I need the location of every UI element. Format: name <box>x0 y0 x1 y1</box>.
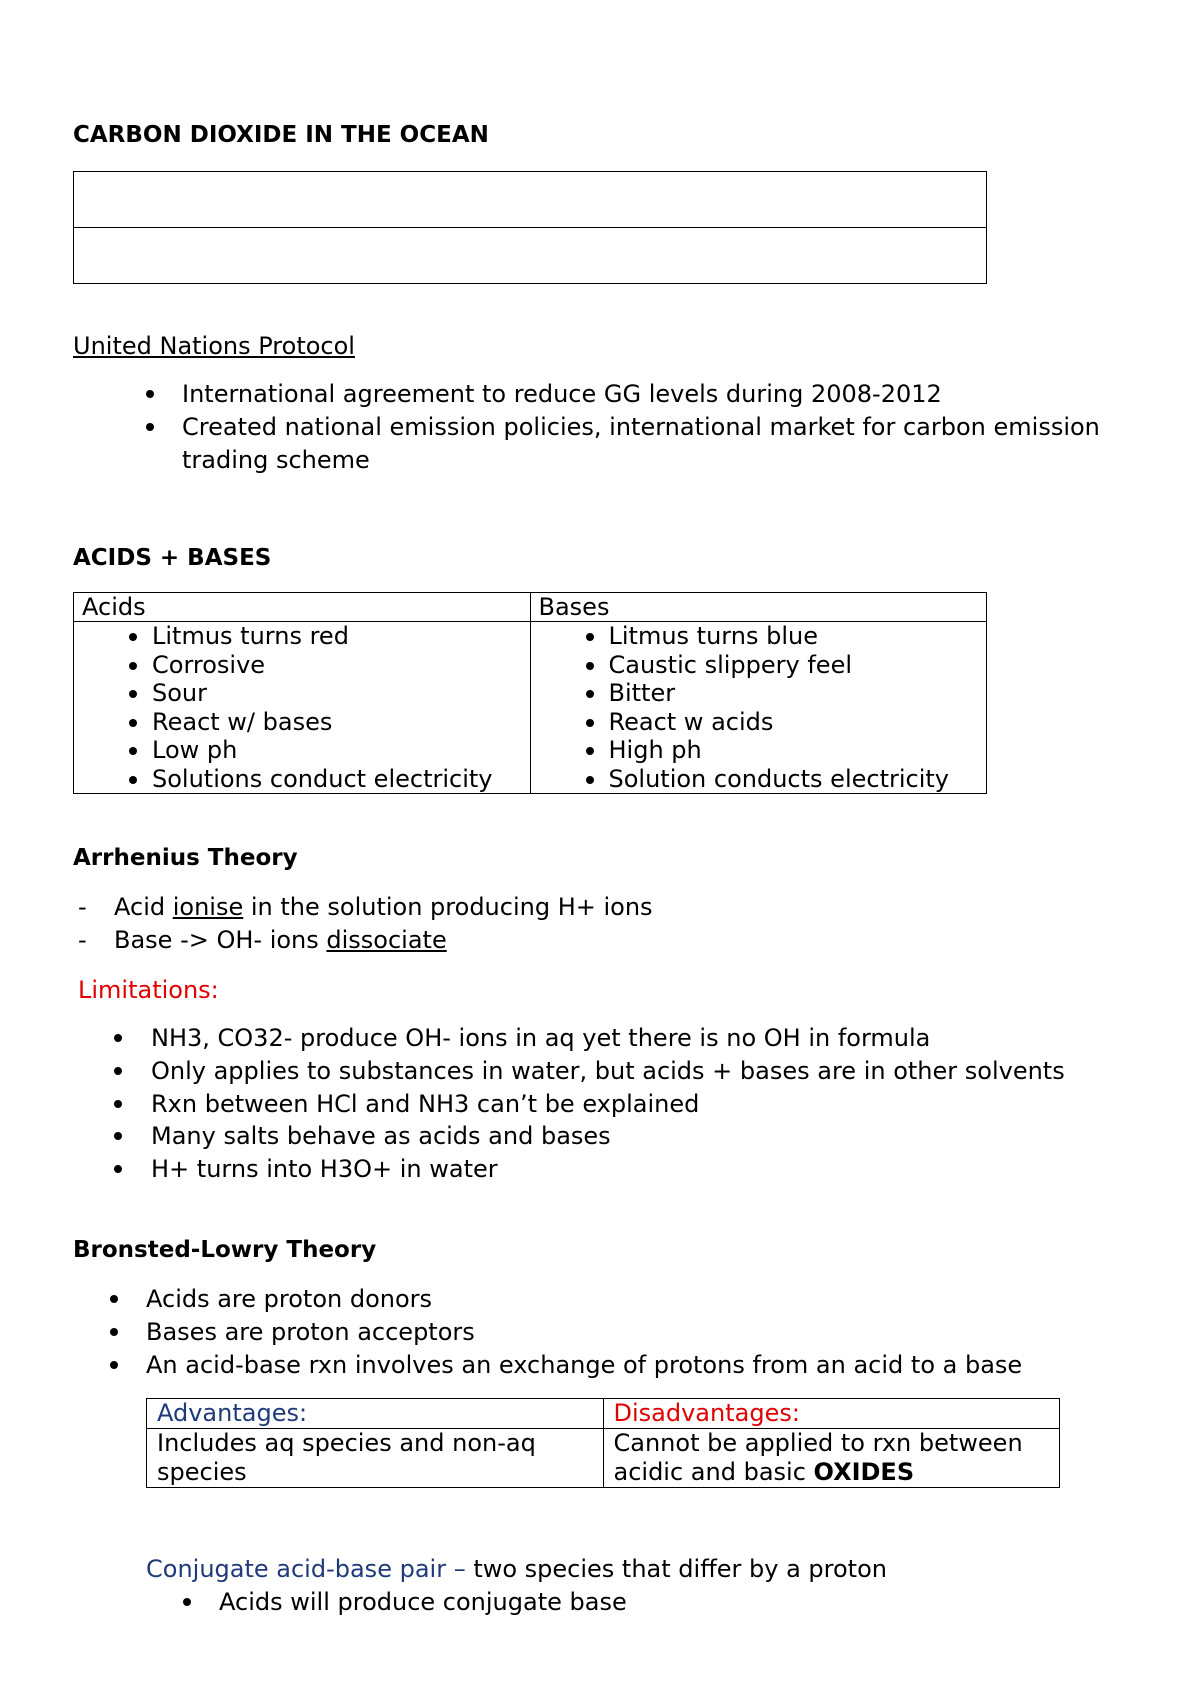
page-title: CARBON DIOXIDE IN THE OCEAN <box>73 122 489 148</box>
list-item: Corrosive <box>82 651 522 680</box>
empty-table-row <box>74 172 986 228</box>
list-item: Litmus turns red <box>82 622 522 651</box>
advantage-cell <box>147 1429 604 1488</box>
disadvantages-header: Disadvantages: <box>603 1399 1060 1429</box>
advantages-table <box>146 1398 1060 1488</box>
limitation-item: Only applies to substances in water, but acids + bases are in other solvents <box>151 1057 1065 1085</box>
arrhenius-line-2: Base -> OH- ions dissociate <box>114 926 447 954</box>
list-item: Caustic slippery feel <box>539 651 979 680</box>
arrhenius-heading: Arrhenius Theory <box>73 845 298 871</box>
dash-marker: - <box>78 926 87 954</box>
bullet-dot <box>114 1024 122 1042</box>
bullet-dot <box>183 1588 191 1606</box>
un-bullet-2-line-1: Created national emission policies, international market for carbon emission <box>182 413 1100 441</box>
acids-header: Acids <box>74 593 531 622</box>
limitation-item: Many salts behave as acids and bases <box>151 1122 611 1150</box>
acids-list-cell <box>74 622 531 794</box>
acids-bases-heading: ACIDS + BASES <box>73 545 272 571</box>
bronsted-heading: Bronsted-Lowry Theory <box>73 1237 377 1263</box>
bullet-dot <box>114 1057 122 1075</box>
bullet-dot <box>110 1285 118 1303</box>
list-item: Litmus turns blue <box>539 622 979 651</box>
advantages-header: Advantages: <box>147 1399 604 1429</box>
conjugate-definition: Conjugate acid-base pair – two species that differ by a proton <box>146 1555 887 1583</box>
limitation-item: Rxn between HCl and NH3 can’t be explained <box>151 1090 700 1118</box>
limitation-item: NH3, CO32- produce OH- ions in aq yet there is no OH in formula <box>151 1024 931 1052</box>
empty-table-row <box>74 228 986 284</box>
bullet-dot <box>146 380 154 398</box>
disadvantage-line-2: acidic and basic OXIDES <box>613 1458 915 1486</box>
list-item: Sour <box>82 679 522 708</box>
limitation-item: H+ turns into H3O+ in water <box>151 1155 498 1183</box>
bronsted-item: Bases are proton acceptors <box>146 1318 475 1346</box>
list-item: Solutions conduct electricity <box>82 765 522 794</box>
list-item: Bitter <box>539 679 979 708</box>
dash-marker: - <box>78 893 87 921</box>
bases-list-cell <box>530 622 987 794</box>
list-item: React w/ bases <box>82 708 522 737</box>
advantage-line-2: species <box>157 1458 247 1486</box>
bronsted-item: An acid-base rxn involves an exchange of protons from an acid to a base <box>146 1351 1023 1379</box>
disadvantage-cell <box>603 1429 1060 1488</box>
un-protocol-heading: United Nations Protocol <box>73 332 355 360</box>
acids-bases-table <box>73 592 987 794</box>
bullet-dot <box>110 1351 118 1369</box>
un-bullet-2-line-2: trading scheme <box>182 446 370 474</box>
empty-table <box>73 171 987 284</box>
list-item: Low ph <box>82 736 522 765</box>
limitations-label: Limitations: <box>78 976 219 1004</box>
un-bullet-1: International agreement to reduce GG levels during 2008-2012 <box>182 380 942 408</box>
bullet-dot <box>114 1155 122 1173</box>
bronsted-item: Acids are proton donors <box>146 1285 433 1313</box>
conjugate-bullet: Acids will produce conjugate base <box>219 1588 627 1616</box>
arrhenius-line-1: Acid ionise in the solution producing H+ ions <box>114 893 653 921</box>
bases-header: Bases <box>530 593 987 622</box>
bullet-dot <box>114 1090 122 1108</box>
bullet-dot <box>146 413 154 431</box>
list-item: Solution conducts electricity <box>539 765 979 794</box>
acids-list <box>82 622 522 793</box>
list-item: High ph <box>539 736 979 765</box>
advantage-line-1: Includes aq species and non-aq <box>157 1429 536 1457</box>
bullet-dot <box>114 1122 122 1140</box>
bullet-dot <box>110 1318 118 1336</box>
list-item: React w acids <box>539 708 979 737</box>
bases-list <box>539 622 979 793</box>
disadvantage-line-1: Cannot be applied to rxn between <box>613 1429 1023 1457</box>
